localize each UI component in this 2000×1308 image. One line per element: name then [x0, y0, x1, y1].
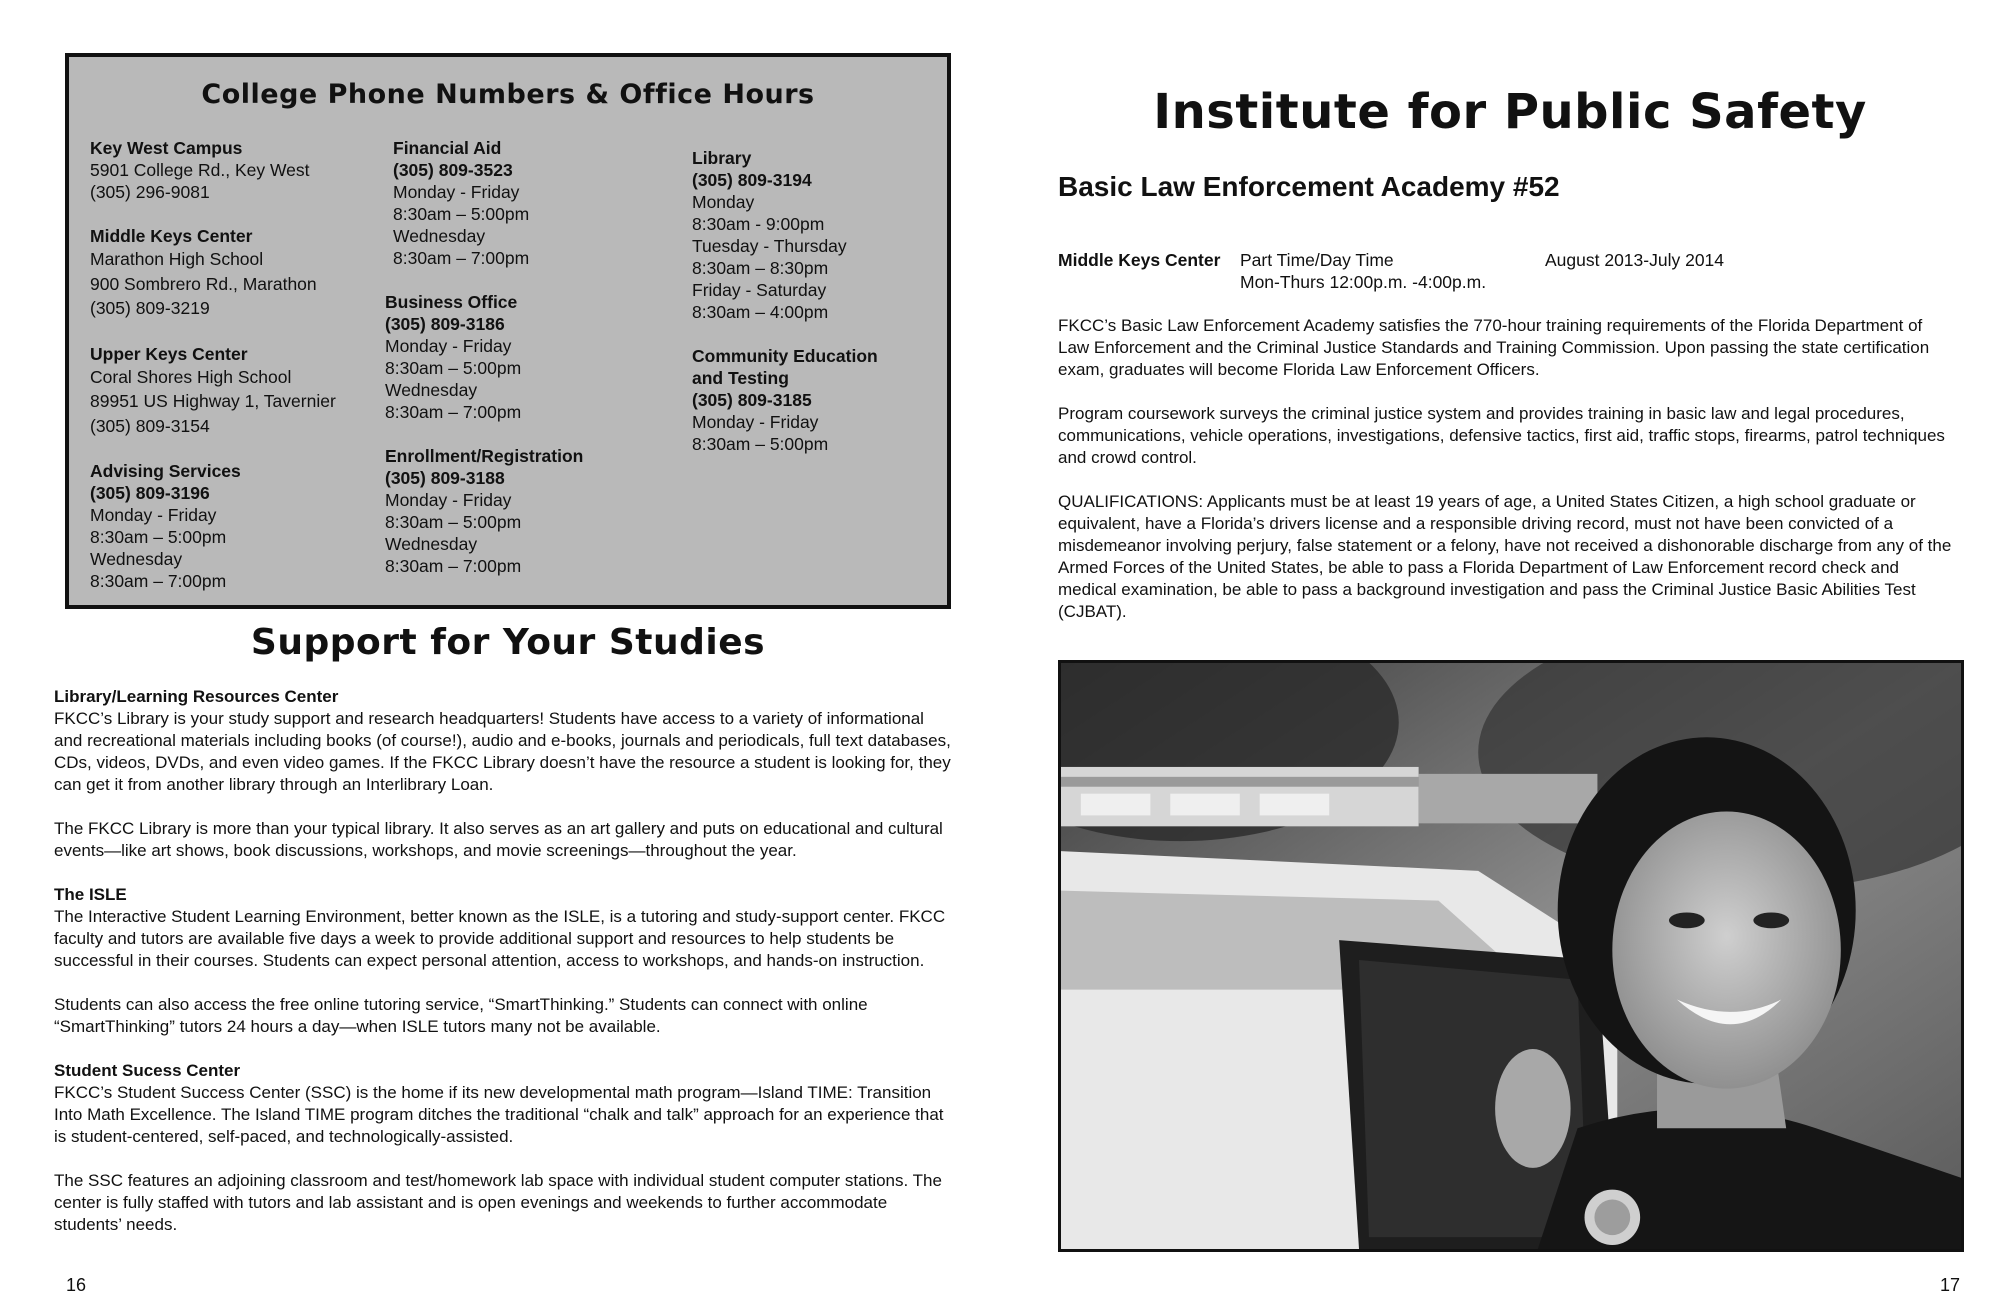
office-name: Enrollment/Registration	[385, 446, 584, 466]
office-hours: 8:30am – 5:00pm	[385, 512, 522, 532]
support-body	[54, 686, 954, 1258]
office-name: Community Education	[692, 346, 878, 366]
schedule-hours: Mon-Thurs 12:00p.m. -4:00p.m.	[1240, 272, 1487, 292]
qualifications-paragraph: QUALIFICATIONS: Applicants must be at least 19 years of age, a United States Citizen, a high school graduate or equivalent, have a Florida’s drivers license and a responsible driving record, must not have been convicted of a misdemeanor involving perjury, false statement or a felony, have not received a dishonorable discharge from any of the Armed Forces of the United States, be able to pass a Florida Department of Law Enforcement record check and medical examination, be able to pass a background investigation and pass the Criminal Justice Basic Abilities Test (CJBAT).	[1058, 492, 1952, 621]
campus-location: Coral Shores High School	[90, 366, 292, 387]
office-hours-box	[65, 53, 951, 609]
office-days: Wednesday	[393, 226, 486, 246]
office-days: Monday - Friday	[393, 182, 520, 202]
campus-phone: (305) 809-3219	[90, 298, 210, 318]
support-title: Support for Your Studies	[250, 622, 766, 663]
office-hours-title: College Phone Numbers & Office Hours	[201, 79, 815, 110]
campus-phone: (305) 809-3154	[90, 415, 210, 436]
community-education	[692, 345, 878, 455]
office-days: Monday - Friday	[90, 505, 217, 525]
office-hours: 8:30am – 5:00pm	[692, 434, 829, 454]
hours-column-2	[385, 137, 583, 599]
office-hours: 8:30am – 5:00pm	[90, 527, 227, 547]
office-hours: 8:30am – 7:00pm	[90, 571, 227, 591]
isle-paragraph: Students can also access the free online tutoring service, “SmartThinking.” Students can connect with online “SmartThinking” tutors 24 hours a day—when ISLE tutors many not be available.	[54, 995, 868, 1036]
office-hours: 8:30am - 9:00pm	[692, 214, 825, 234]
office-hours: 8:30am – 5:00pm	[393, 204, 530, 224]
office-name: Library	[692, 148, 752, 168]
schedule-location: Middle Keys Center	[1058, 250, 1221, 270]
office-name-cont: and Testing	[692, 368, 789, 388]
campus-address: 89951 US Highway 1, Tavernier	[90, 391, 336, 411]
enrollment-registration	[385, 445, 583, 577]
office-name: Advising Services	[90, 461, 241, 481]
campus-phone: (305) 296-9081	[90, 182, 210, 202]
key-west-campus	[90, 137, 336, 203]
office-days: Monday - Friday	[385, 490, 512, 510]
campus-address: 900 Sombrero Rd., Marathon	[90, 273, 317, 294]
isle-paragraph: The Interactive Student Learning Environment, better known as the ISLE, is a tutoring and study-support center. FKCC faculty and tutors are available five days a week to provide additional support and resources to help students be successful in their courses. Students can expect personal attention, access to workshops, and hands-on instruction.	[54, 907, 946, 970]
office-hours: 8:30am – 7:00pm	[385, 556, 522, 576]
office-phone: (305) 809-3196	[90, 483, 210, 503]
office-phone: (305) 809-3523	[393, 160, 513, 180]
office-days: Monday - Friday	[385, 336, 512, 356]
campus-name: Middle Keys Center	[90, 226, 253, 246]
business-office	[385, 291, 583, 423]
office-name: Business Office	[385, 292, 518, 312]
institute-title: Institute for Public Safety	[1153, 84, 1867, 140]
page-number: 16	[66, 1275, 87, 1295]
office-hours: 8:30am – 7:00pm	[393, 248, 530, 268]
police-officer-photo-illustration	[1061, 663, 1961, 1249]
office-days: Monday - Friday	[692, 412, 819, 432]
financial-aid	[385, 137, 583, 269]
ssc-paragraph: FKCC’s Student Success Center (SSC) is the home if its new developmental math program—Island TIME: Transition Into Math Excellence. The Island TIME program ditches the traditional “chalk and talk” approach for an experience that is student-centered, self-paced, and technologically-assisted.	[54, 1083, 944, 1146]
office-hours: 8:30am – 8:30pm	[692, 258, 829, 278]
schedule-type: Part Time/Day Time	[1240, 250, 1394, 270]
ssc-heading: Student Sucess Center	[54, 1061, 241, 1080]
academy-paragraph: FKCC’s Basic Law Enforcement Academy satisfies the 770-hour training requirements of the Florida Department of Law Enforcement and the Criminal Justice Standards and Training Commission. Upon passing the state certification exam, graduates will become Florida Law Enforcement Officers.	[1058, 316, 1930, 379]
library-paragraph: FKCC’s Library is your study support and research headquarters! Students have access to a variety of informational and recreational materials including books (of course!), audio and e-books, journals and periodicals, full text databases, CDs, videos, DVDs, and even video games. If the FKCC Library doesn’t have the resource a student is looking for, they can get it from another library through an Interlibrary Loan.	[54, 709, 951, 794]
ssc-paragraph: The SSC features an adjoining classroom and test/homework lab space with individual student computer stations. The center is fully staffed with tutors and lab assistant and is open evenings and weekends to further accommodate students’ needs.	[54, 1171, 942, 1234]
office-days: Tuesday - Thursday	[692, 236, 847, 256]
middle-keys-center	[90, 225, 336, 321]
academy-paragraph: Program coursework surveys the criminal justice system and provides training in basic law and legal procedures, communications, vehicle operations, investigations, defensive tactics, first aid, traffic stops, firearms, patrol techniques and crowd control.	[1058, 404, 1945, 467]
campus-location: Marathon High School	[90, 249, 264, 269]
academy-description	[1058, 315, 1958, 645]
office-days: Wednesday	[90, 549, 183, 569]
office-phone: (305) 809-3188	[385, 468, 505, 488]
schedule-times	[1240, 249, 1486, 293]
page-number: 17	[1940, 1275, 1961, 1295]
campus-name: Upper Keys Center	[90, 343, 248, 364]
office-hours: 8:30am – 7:00pm	[385, 402, 522, 422]
office-name: Financial Aid	[393, 138, 502, 158]
hours-column-3	[692, 147, 878, 477]
office-days: Wednesday	[385, 380, 478, 400]
library-paragraph: The FKCC Library is more than your typical library. It also serves as an art gallery and puts on educational and cultural events—like art shows, book discussions, workshops, and movie screenings—throughout the year.	[54, 819, 943, 860]
office-phone: (305) 809-3186	[385, 314, 505, 334]
academy-title: Basic Law Enforcement Academy #52	[1058, 171, 1560, 202]
office-phone: (305) 809-3194	[692, 170, 812, 190]
office-days: Wednesday	[385, 534, 478, 554]
upper-keys-center	[90, 343, 336, 439]
office-hours: 8:30am – 5:00pm	[385, 358, 522, 378]
office-phone: (305) 809-3185	[692, 390, 812, 410]
hours-column-1	[90, 137, 336, 614]
library-heading: Library/Learning Resources Center	[54, 687, 339, 706]
library-hours	[692, 147, 878, 323]
office-days: Monday	[692, 192, 755, 212]
isle-heading: The ISLE	[54, 885, 127, 904]
advising-services	[90, 460, 336, 592]
campus-name: Key West Campus	[90, 138, 243, 158]
campus-address: 5901 College Rd., Key West	[90, 160, 310, 180]
police-officer-photo	[1058, 660, 1964, 1252]
office-days: Friday - Saturday	[692, 280, 827, 300]
schedule-dates: August 2013-July 2014	[1545, 250, 1725, 270]
office-hours: 8:30am – 4:00pm	[692, 302, 829, 322]
